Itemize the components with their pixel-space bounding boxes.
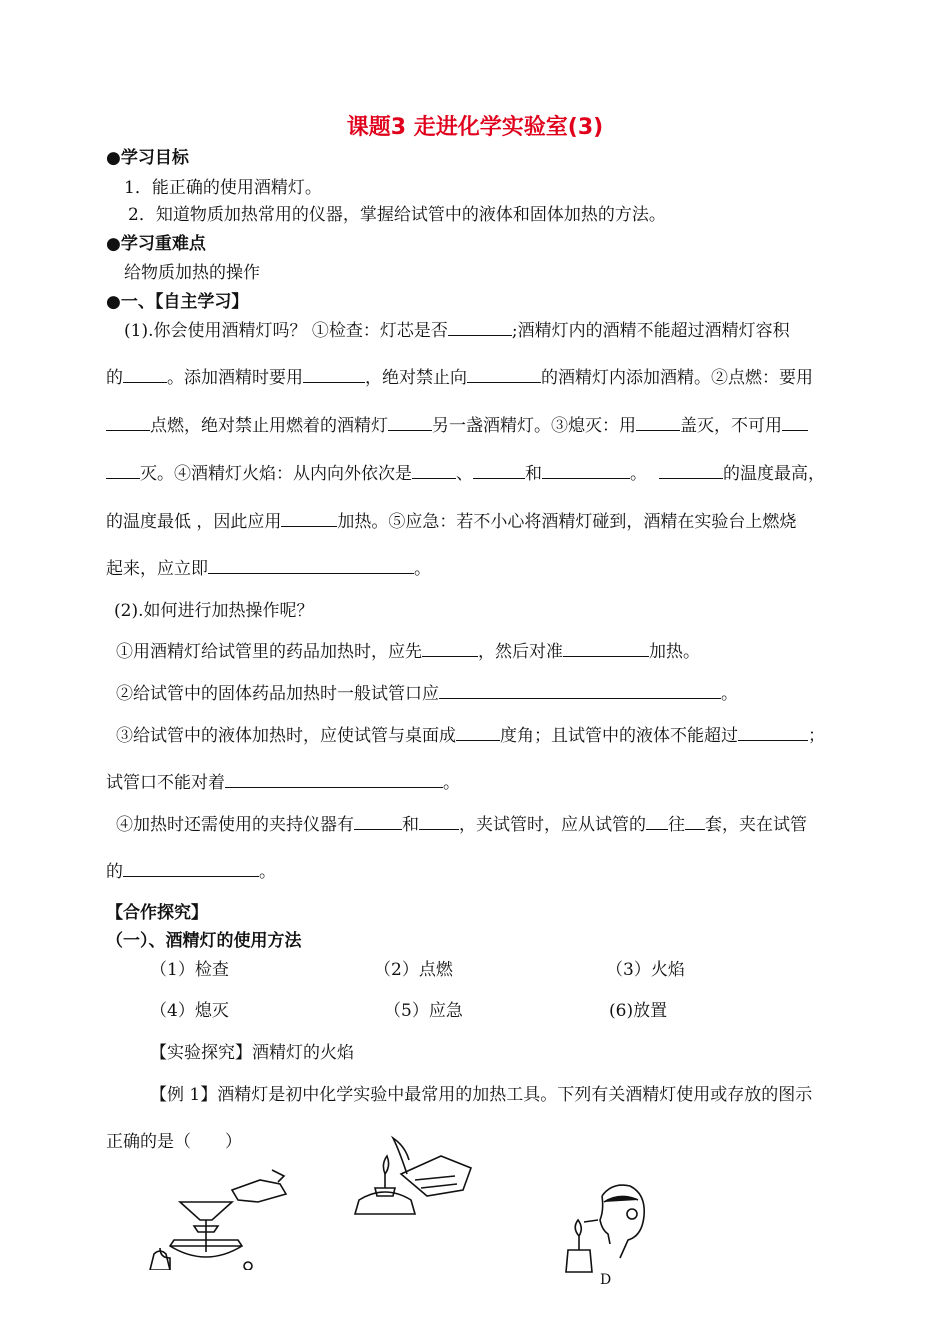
q1-text: 。添加酒精时要用 [167, 368, 303, 388]
q2-text: 套，夹在试管 [705, 815, 807, 835]
q1-text: 的酒精灯内添加酒精。②点燃：要用 [541, 368, 813, 388]
q2-text: 度角；且试管中的液体不能超过 [500, 726, 738, 746]
blank [303, 366, 365, 383]
objective-item-2: 2．知道物质加热常用的仪器，掌握给试管中的液体和固体加热的方法。 [128, 205, 666, 225]
key-points-heading: ● 学习重难点 [106, 229, 206, 254]
q1-text: 的 [106, 368, 123, 388]
method-item-5: （5）应急 [384, 1001, 463, 1021]
experiment-line: 【实验探究】酒精灯的火焰 [150, 1043, 354, 1063]
blank [473, 462, 525, 479]
method-item-3: （3）火焰 [606, 960, 685, 980]
q2-step-3-cont [106, 768, 460, 793]
blank [456, 724, 500, 741]
blank [448, 319, 512, 336]
q2-step-1 [116, 637, 700, 662]
blank [636, 414, 680, 431]
q1-text: ;酒精灯内的酒精不能超过酒精灯容积 [511, 321, 790, 341]
q1-line-5 [106, 507, 796, 532]
q1-line-2 [106, 363, 813, 388]
q2-text: ，夹试管时，应从试管的 [459, 815, 646, 835]
q2-text: 试管口不能对着 [106, 773, 225, 793]
method-item-1: （1）检查 [150, 960, 229, 980]
blank [659, 462, 723, 479]
objectives-heading: ● 学习目标 [106, 143, 189, 168]
example-line-2: 正确的是（ ） [106, 1132, 242, 1152]
blank [646, 813, 668, 830]
blank [354, 813, 402, 830]
q1-text: 、 [456, 464, 473, 484]
q2-text: ①用酒精灯给试管里的药品加热时，应先 [116, 642, 422, 662]
cooperation-subheading: （一）、酒精灯的使用方法 [106, 931, 302, 951]
blank [563, 640, 649, 657]
blank [419, 813, 459, 830]
q2-step-4 [116, 810, 807, 835]
blank [467, 366, 541, 383]
q1-text: 的温度最高， [723, 464, 825, 484]
blank [106, 462, 140, 479]
blank [123, 860, 259, 877]
q1-text: 灭。④酒精灯火焰：从内向外依次是 [140, 464, 412, 484]
q1-text: 点燃，绝对禁止用燃着的酒精灯 [150, 416, 388, 436]
q2-text: ②给试管中的固体药品加热时一般试管口应 [116, 684, 439, 704]
q1-text: 。 [414, 559, 431, 579]
method-item-2: （2）点燃 [374, 960, 453, 980]
q1-line-3 [106, 411, 808, 436]
q1-text: 起来，应立即 [106, 559, 208, 579]
method-item-6: (6)放置 [609, 1001, 668, 1021]
q2-step-3 [116, 721, 825, 746]
q2-text: 加热。 [649, 642, 700, 662]
blank [782, 414, 808, 431]
q2-text: 。 [259, 862, 276, 882]
q2-text: 往 [668, 815, 685, 835]
q2-step-4-cont [106, 857, 276, 882]
q2-text: ，然后对准 [478, 642, 563, 662]
q2-text: 和 [402, 815, 419, 835]
blank [225, 771, 443, 788]
blank [542, 462, 630, 479]
blank [208, 557, 414, 574]
blowing-lamp-figure [560, 1180, 650, 1280]
q2-text: ； [808, 726, 825, 746]
q1-text: 盖灭，不可用 [680, 416, 782, 436]
blank [412, 462, 456, 479]
key-points-text: 给物质加热的操作 [124, 263, 260, 283]
page-title: 课题3 走进化学实验室(3) [346, 115, 604, 140]
lighting-lamp-figure [345, 1130, 475, 1220]
objective-item-1: 1．能正确的使用酒精灯。 [124, 178, 322, 198]
example-line-1: 【例 1】酒精灯是初中化学实验中最常用的加热工具。下列有关酒精灯使用或存放的图示 [150, 1085, 813, 1105]
blank [738, 724, 808, 741]
blank [123, 366, 167, 383]
blank [685, 813, 705, 830]
cooperation-heading: 【合作探究】 [106, 903, 208, 923]
q1-line-4 [106, 459, 825, 484]
q1-text: ，绝对禁止向 [365, 368, 467, 388]
q1-line-6 [106, 554, 431, 579]
q1-text: 。 [630, 464, 647, 484]
q1-text: 加热。⑤应急：若不小心将酒精灯碰到，酒精在实验台上燃烧 [337, 512, 797, 532]
self-study-heading: ● 一、【自主学习】 [106, 287, 248, 312]
blank [422, 640, 478, 657]
q2-text: 。 [721, 684, 738, 704]
q1-text: 和 [525, 464, 542, 484]
blank [281, 510, 337, 527]
q2-text: ③给试管中的液体加热时，应使试管与桌面成 [116, 726, 456, 746]
blank [439, 682, 721, 699]
q2-text: 的 [106, 862, 123, 882]
q2-text: ④加热时还需使用的夹持仪器有 [116, 815, 354, 835]
q1-text: 的温度最低 ，因此应用 [106, 512, 282, 532]
figure-label-d: D [600, 1272, 612, 1288]
q1-text: (1).你会使用酒精灯吗？ ①检查：灯芯是否 [124, 321, 448, 341]
q2-text: 。 [443, 773, 460, 793]
funnel-alcohol-lamp-figure [140, 1160, 300, 1270]
blank [106, 414, 150, 431]
method-item-4: （4）熄灭 [150, 1001, 229, 1021]
q2-heading: (2).如何进行加热操作呢？ [114, 601, 314, 621]
q1-line-1 [124, 316, 790, 341]
blank [388, 414, 432, 431]
q2-step-2 [116, 679, 738, 704]
q1-text: 另一盏酒精灯。③熄灭：用 [432, 416, 636, 436]
